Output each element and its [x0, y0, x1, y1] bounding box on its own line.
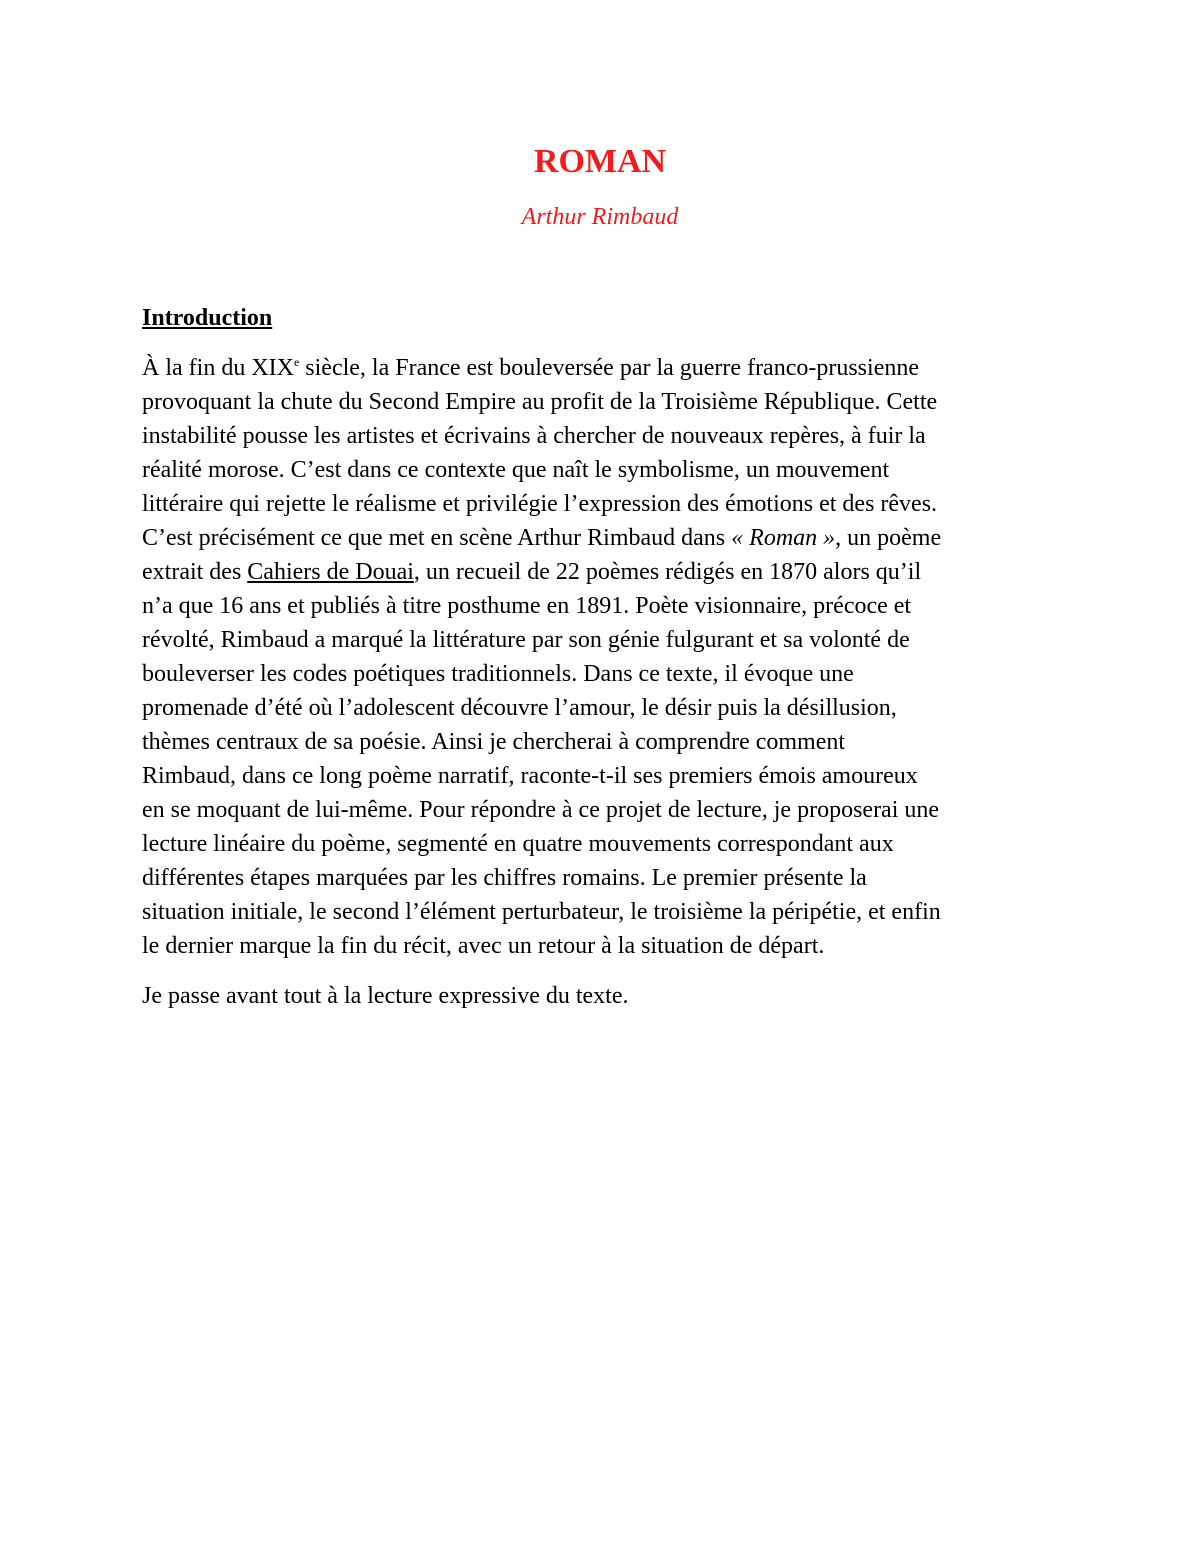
paragraph-line: extrait des Cahiers de Douai, un recueil de 22 poèmes rédigés en 1870 alors qu’il	[142, 559, 922, 585]
paragraph-line: À la fin du XIXe siècle, la France est bouleversée par la guerre franco-prussienne	[142, 355, 919, 381]
superscript-e: e	[293, 355, 300, 369]
document-author: Arthur Rimbaud	[521, 204, 679, 230]
paragraph-line: provoquant la chute du Second Empire au profit de la Troisième République. Cette	[142, 389, 938, 415]
paragraph-line: thèmes centraux de sa poésie. Ainsi je chercherai à comprendre comment	[142, 729, 846, 755]
section-heading-introduction: Introduction	[142, 305, 273, 331]
introduction-body	[142, 351, 1062, 1029]
paragraph-line: bouleverser les codes poétiques traditionnels. Dans ce texte, il évoque une	[142, 661, 854, 687]
document-title: ROMAN	[533, 143, 667, 180]
paragraph-line: le dernier marque la fin du récit, avec un retour à la situation de départ.	[142, 933, 825, 959]
paragraph-line: révolté, Rimbaud a marqué la littérature par son génie fulgurant et sa volonté de	[142, 627, 910, 653]
paragraph-line: Rimbaud, dans ce long poème narratif, raconte-t-il ses premiers émois amoureux	[142, 763, 918, 789]
poem-title-italic: « Roman »	[731, 525, 836, 551]
collection-title-underlined: Cahiers de Douai	[247, 559, 414, 585]
paragraph-line: n’a que 16 ans et publiés à titre posthume en 1891. Poète visionnaire, précoce et	[142, 593, 912, 619]
paragraph-line: situation initiale, le second l’élément perturbateur, le troisième la péripétie, et enfin	[142, 899, 941, 925]
introduction-paragraph-2: Je passe avant tout à la lecture expressive du texte.	[142, 983, 629, 1009]
paragraph-line: promenade d’été où l’adolescent découvre l’amour, le désir puis la désillusion,	[142, 695, 897, 721]
paragraph-line: C’est précisément ce que met en scène Arthur Rimbaud dans « Roman », un poème	[142, 525, 942, 551]
paragraph-line: réalité morose. C’est dans ce contexte que naît le symbolisme, un mouvement	[142, 457, 890, 483]
introduction-paragraph-1	[142, 351, 1062, 963]
paragraph-line: lecture linéaire du poème, segmenté en quatre mouvements correspondant aux	[142, 831, 894, 857]
paragraph-line: différentes étapes marquées par les chiffres romains. Le premier présente la	[142, 865, 867, 891]
paragraph-line: instabilité pousse les artistes et écrivains à chercher de nouveaux repères, à fuir la	[142, 423, 926, 449]
paragraph-line: littéraire qui rejette le réalisme et privilégie l’expression des émotions et des rêves.	[142, 491, 938, 517]
paragraph-line: en se moquant de lui-même. Pour répondre à ce projet de lecture, je proposerai une	[142, 797, 940, 823]
